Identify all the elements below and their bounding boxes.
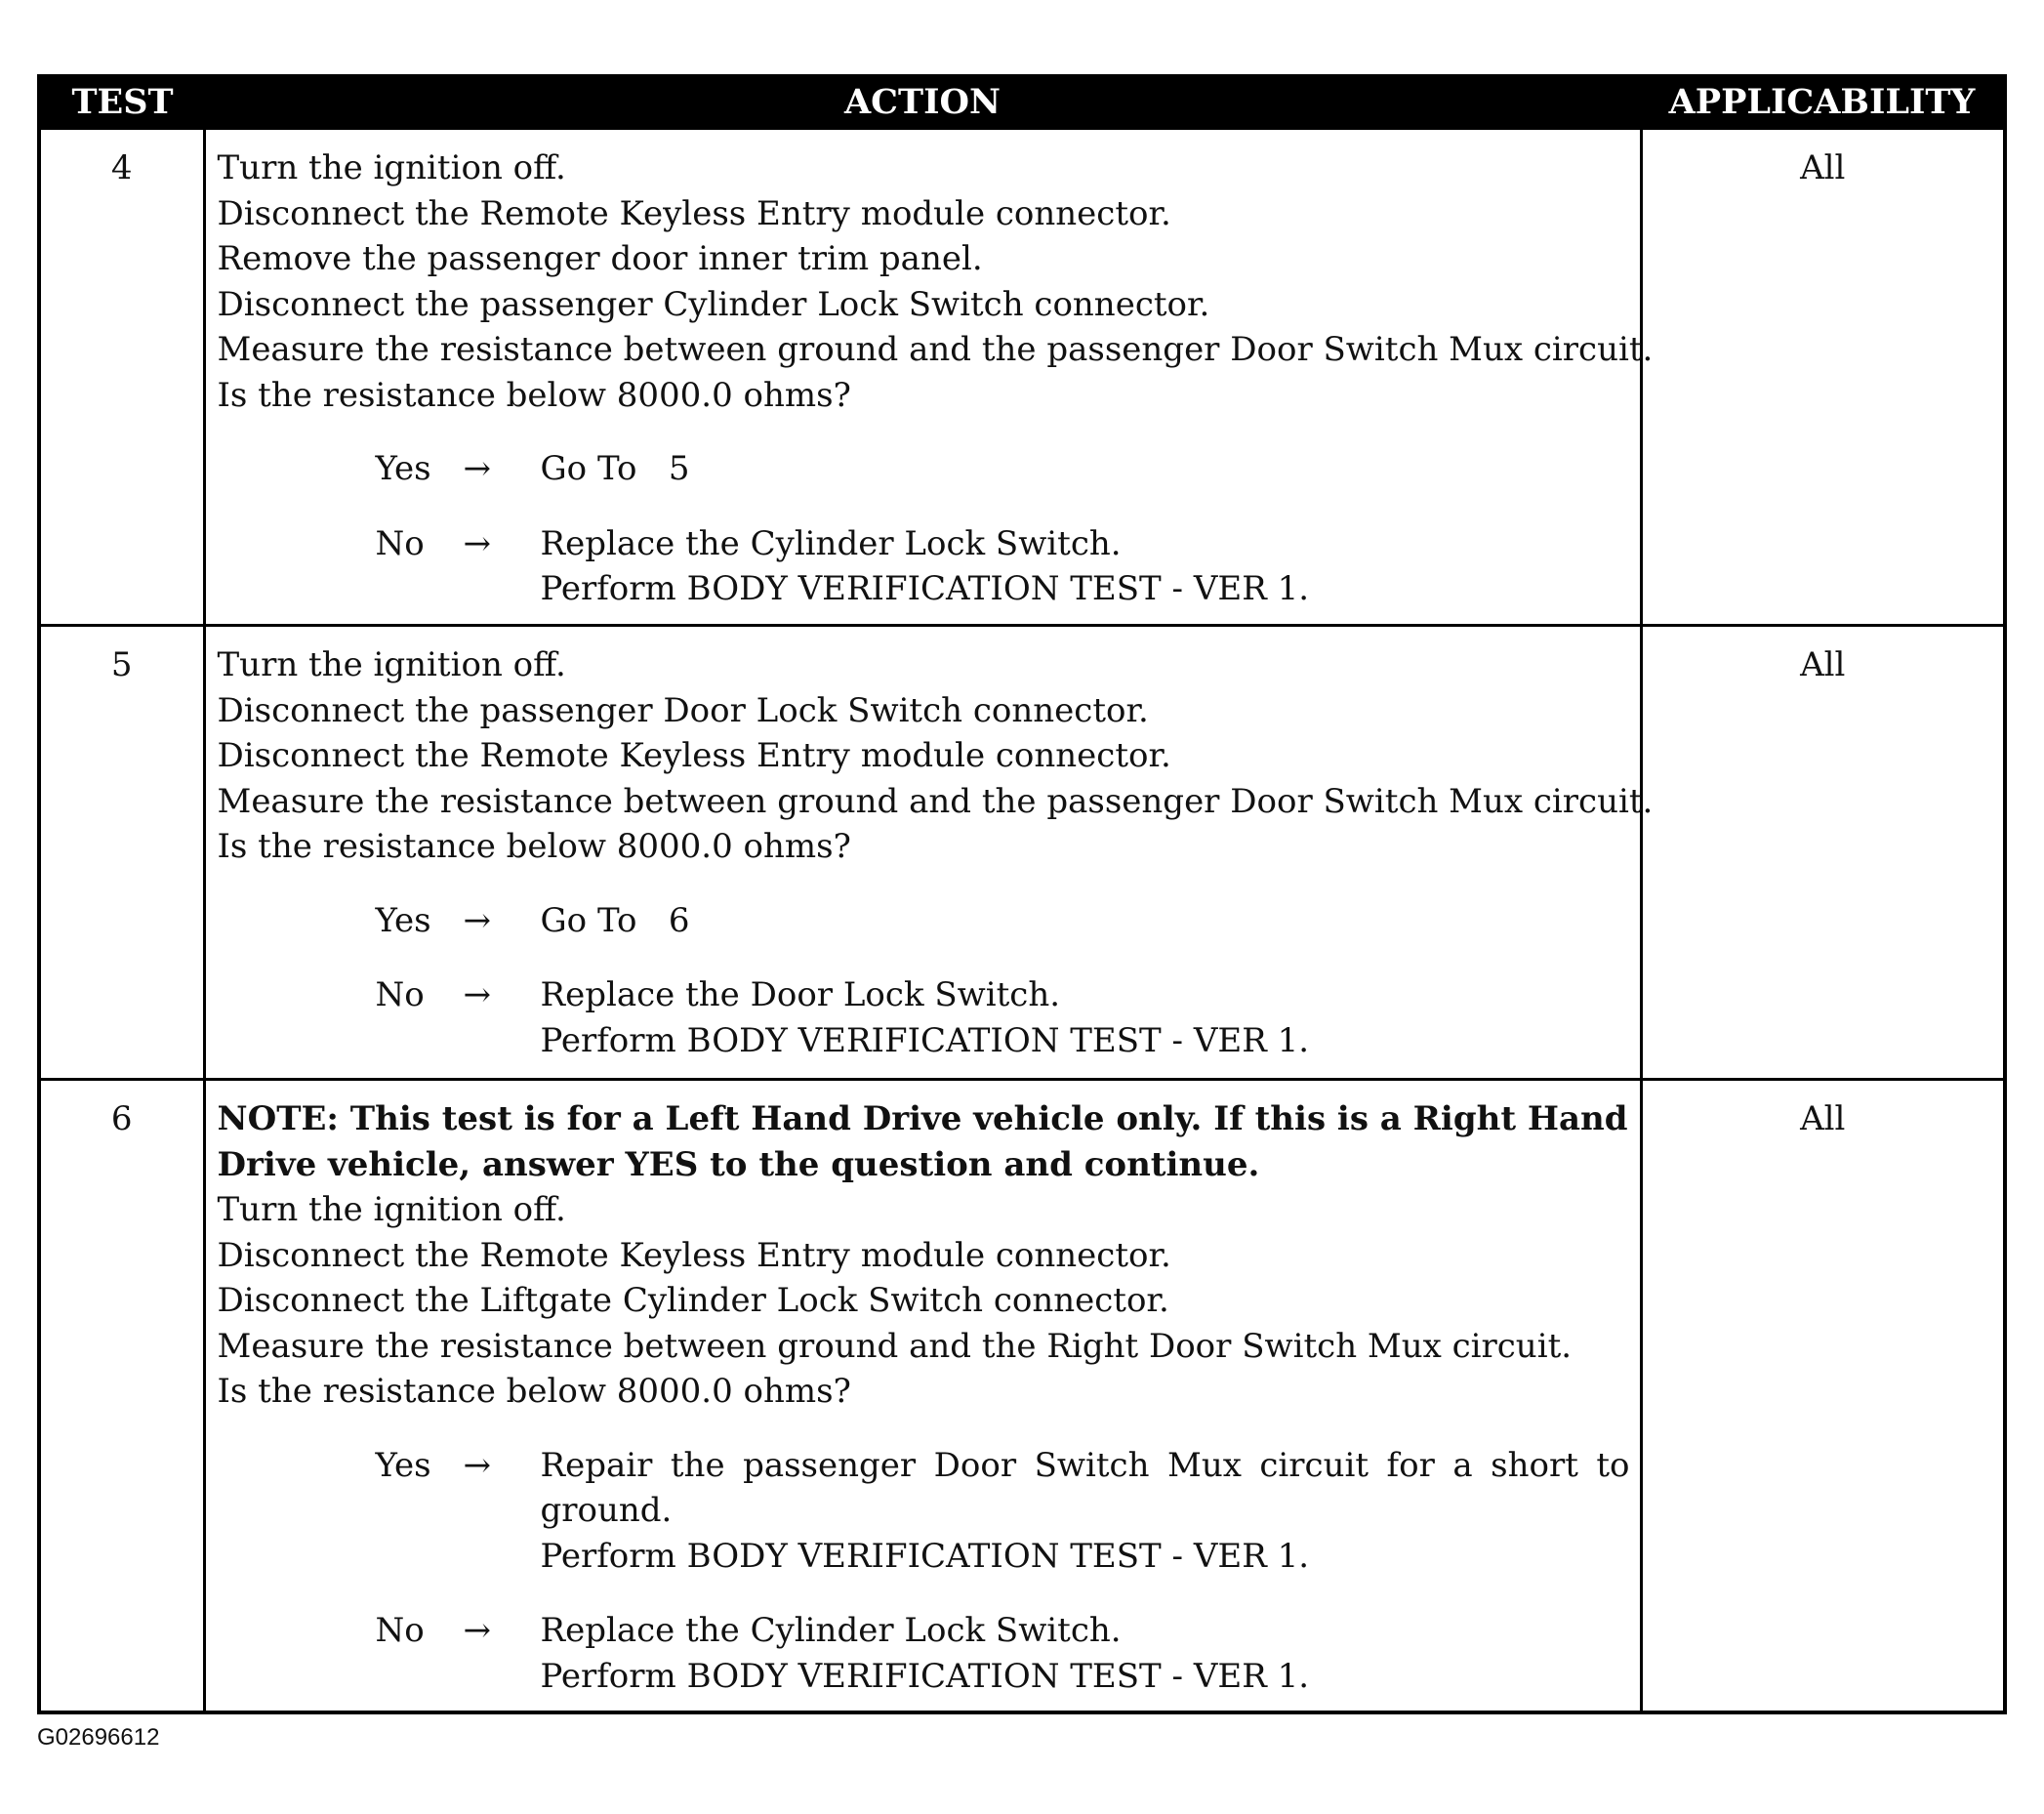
yes-result: Go To 5 xyxy=(540,449,690,488)
action-step: Turn the ignition off. xyxy=(217,645,566,684)
no-branch xyxy=(376,521,1632,612)
yes-branch xyxy=(376,898,1632,944)
action-step: Is the resistance below 8000.0 ohms? xyxy=(217,375,851,415)
yes-result-line: ground. xyxy=(540,1491,673,1530)
action-step: Turn the ignition off. xyxy=(217,1190,566,1229)
action-cell xyxy=(204,129,1654,626)
no-result-line: Replace the Door Lock Switch. xyxy=(540,975,1061,1014)
no-branch xyxy=(376,972,1632,1063)
header-action: ACTION xyxy=(204,76,1641,129)
yes-result-line: Repair the passenger Door Switch Mux circuit for a short to xyxy=(540,1445,1630,1485)
yes-label: Yes xyxy=(375,1445,431,1485)
figure-id: G02696612 xyxy=(37,1724,160,1751)
note-text: NOTE: This test is for a Left Hand Drive vehicle only. If this is a Right Hand xyxy=(217,1099,1628,1138)
right-arrow-icon: → xyxy=(463,523,491,563)
yes-label: Yes xyxy=(375,900,431,940)
action-step: Measure the resistance between ground and the passenger Door Switch Mux circuit. xyxy=(217,781,1654,821)
no-label: No xyxy=(375,975,425,1014)
no-label: No xyxy=(375,1611,425,1650)
action-step: Measure the resistance between ground and the Right Door Switch Mux circuit. xyxy=(217,1326,1573,1366)
right-arrow-icon: → xyxy=(463,449,491,488)
action-step: Disconnect the Remote Keyless Entry module connector. xyxy=(217,736,1171,775)
no-result xyxy=(541,521,1632,612)
right-arrow-icon: → xyxy=(463,975,491,1014)
yes-branch xyxy=(376,1443,1632,1580)
no-label: No xyxy=(375,523,425,563)
right-arrow-icon: → xyxy=(463,1445,491,1485)
applicability-cell: All xyxy=(1641,1080,2005,1713)
yes-result: Go To 6 xyxy=(540,900,690,940)
applicability-cell: All xyxy=(1641,129,2005,626)
action-step: Remove the passenger door inner trim panel. xyxy=(217,239,983,278)
yes-branch xyxy=(376,446,1632,492)
action-step: Is the resistance below 8000.0 ohms? xyxy=(217,827,851,866)
note-text: Drive vehicle, answer YES to the question and continue. xyxy=(217,1144,1260,1184)
no-result-line: Perform BODY VERIFICATION TEST - VER 1. xyxy=(540,569,1310,608)
action-cell xyxy=(204,626,1654,1080)
action-cell xyxy=(204,1080,1641,1713)
no-result xyxy=(541,972,1632,1063)
action-step: Disconnect the Remote Keyless Entry module connector. xyxy=(217,1235,1171,1275)
action-step: Is the resistance below 8000.0 ohms? xyxy=(217,1372,851,1411)
no-result-line: Replace the Cylinder Lock Switch. xyxy=(540,1611,1122,1650)
action-step: Disconnect the passenger Cylinder Lock Switch connector. xyxy=(217,284,1210,324)
action-step: Disconnect the passenger Door Lock Switch connector. xyxy=(217,690,1149,730)
action-step: Disconnect the Remote Keyless Entry module connector. xyxy=(217,193,1171,233)
diagnostic-test-table xyxy=(37,74,2007,1714)
no-result-line: Replace the Cylinder Lock Switch. xyxy=(540,523,1122,563)
test-number: 5 xyxy=(39,626,204,1080)
action-step: Measure the resistance between ground and the passenger Door Switch Mux circuit. xyxy=(217,330,1654,369)
yes-label: Yes xyxy=(375,449,431,488)
table-row xyxy=(39,129,2005,626)
yes-result xyxy=(541,1443,1632,1580)
table-row xyxy=(39,626,2005,1080)
header-applicability: APPLICABILITY xyxy=(1641,76,2005,129)
table-header-row xyxy=(39,76,2005,129)
right-arrow-icon: → xyxy=(463,1611,491,1650)
applicability-cell: All xyxy=(1641,626,2005,1080)
test-number: 4 xyxy=(39,129,204,626)
no-result-line: Perform BODY VERIFICATION TEST - VER 1. xyxy=(540,1656,1310,1696)
table-row xyxy=(39,1080,2005,1713)
yes-result-line: Perform BODY VERIFICATION TEST - VER 1. xyxy=(540,1536,1310,1576)
right-arrow-icon: → xyxy=(463,900,491,940)
header-test: TEST xyxy=(39,76,204,129)
action-step: Turn the ignition off. xyxy=(217,148,566,187)
action-step: Disconnect the Liftgate Cylinder Lock Switch connector. xyxy=(217,1281,1169,1320)
no-branch xyxy=(376,1608,1632,1699)
no-result-line: Perform BODY VERIFICATION TEST - VER 1. xyxy=(540,1020,1310,1060)
no-result xyxy=(541,1608,1632,1699)
test-number: 6 xyxy=(39,1080,204,1713)
